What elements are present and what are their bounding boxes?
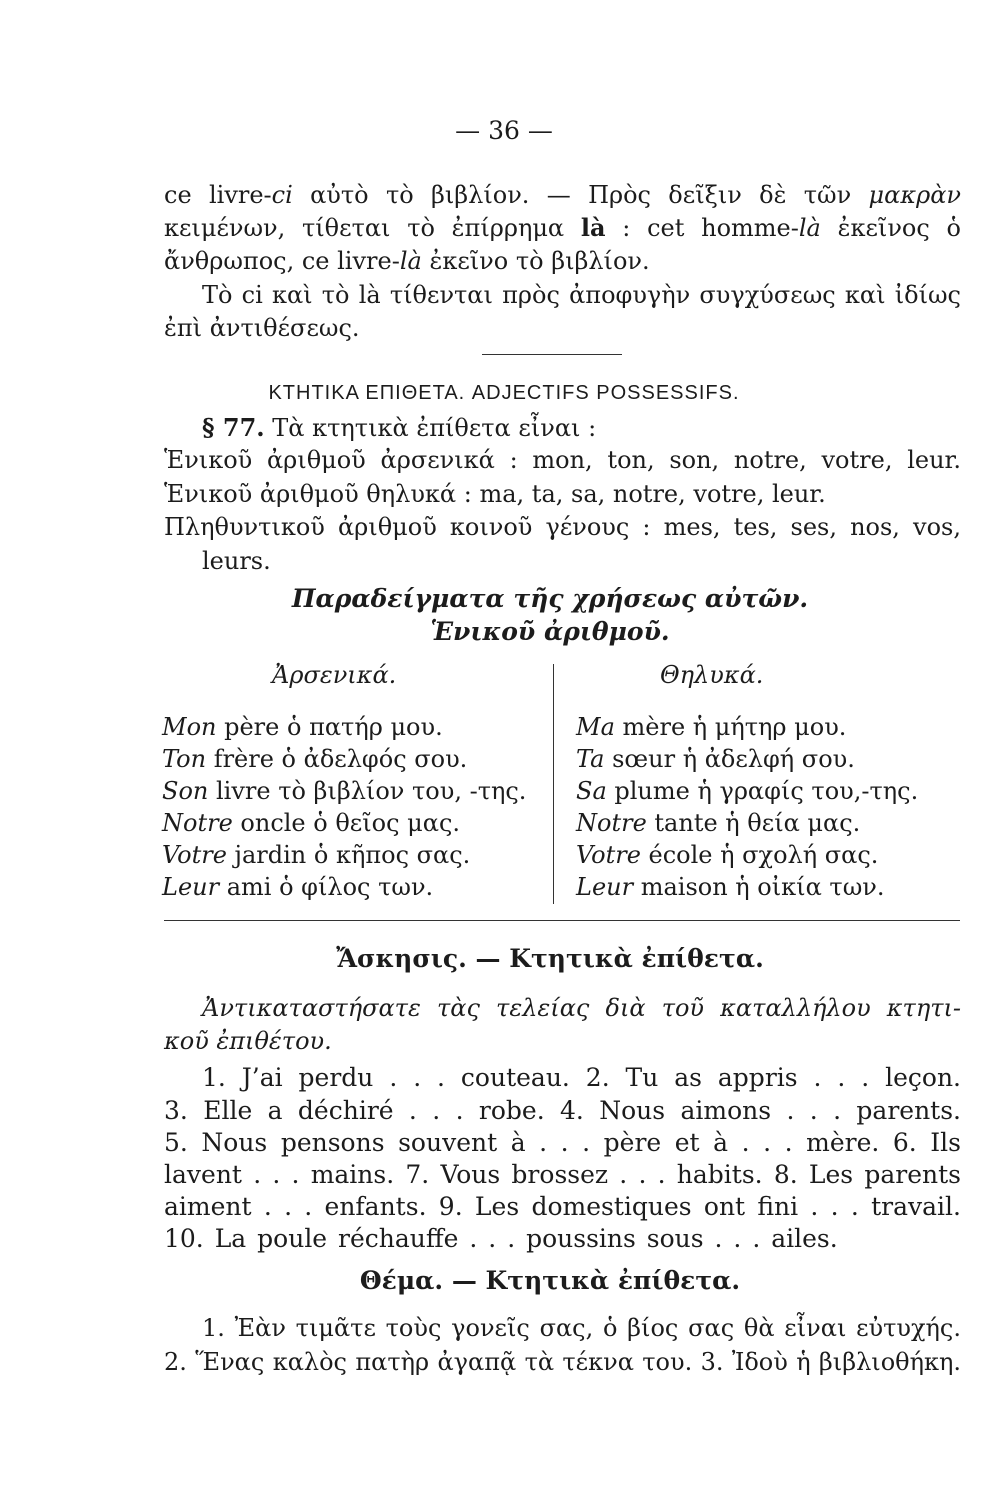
theme-title: Θέμα. — Κτητικὰ ἐπίθετα. [359,1266,741,1295]
text-run-italic: κοῦ ἐπιθέτου. [164,1027,332,1055]
divider [164,920,960,921]
exercise-line-2: 3. Elle a déchiré . . . robe. 4. Nous aimons . . . parents. [164,1096,961,1125]
exercise-line-3: 5. Nous pensons souvent à . . . père et à . . . mère. 6. Ils [164,1128,961,1157]
text-run-italic: Ton [162,745,207,773]
masc-row-2 [162,744,467,774]
text-run-italic: Votre [162,841,227,869]
examples-title: Παραδείγματα τῆς χρήσεως αὐτῶν. [291,584,809,613]
text-run: plume ἡ γραφίς του,-της. [606,777,919,805]
exercise-line-4: lavent . . . mains. 7. Vous brossez . . . habits. 8. Les parents [164,1160,961,1189]
masc-row-3 [162,776,526,806]
exercise-line-6: 10. La poule réchauffe . . . poussins sous . . . ailes. [164,1224,838,1253]
text-run-italic: ci [271,181,293,209]
text-run: : cet homme- [605,214,799,242]
para77-line-4: leurs. [202,547,271,575]
text-run: sœur ἡ ἀδελφή σου. [604,745,855,773]
exercise-title: Ἄσκησις. — Κτητικὰ ἐπίθετα. [336,944,764,973]
intro-line-2 [164,213,961,243]
text-run-italic: Θηλυκά. [660,661,764,689]
intro-line-3 [164,246,650,276]
intro-line-5: ἐπὶ ἀντιθέσεως. [164,314,360,342]
intro-line-4: Τὸ ci καὶ τὸ là τίθενται πρὸς ἀποφυγὴν συγχύσεως καὶ ἰδίως [202,281,961,309]
column-divider [553,664,554,904]
text-run-italic: Votre [576,841,641,869]
text-run: ami ὁ φίλος των. [219,873,434,901]
text-run-bold: là [580,213,606,242]
text-run: jardin ὁ κῆπος σας. [226,841,471,869]
text-run: oncle ὁ θεῖος μας. [232,809,461,837]
text-run: tante ἡ θεία μας. [646,809,861,837]
text-run: maison ἡ οἰκία των. [633,873,885,901]
text-run-italic: là [399,247,422,275]
text-run: père ὁ πατήρ μου. [216,713,443,741]
text-run-italic: μακρὰν [868,181,961,209]
fem-row-5 [576,840,878,870]
theme-line-1: 1. Ἐὰν τιμᾶτε τοὺς γονεῖς σας, ὁ βίος σας θὰ εἶναι εὐτυχής. [202,1314,961,1342]
para77-line-2: Ἑνικοῦ ἀριθμοῦ θηλυκά : ma, ta, sa, notre, votre, leur. [164,480,826,508]
text-run: ἐκεῖνος ὁ [820,214,961,242]
fem-row-2 [576,744,855,774]
text-run: école ἡ σχολή σας. [640,841,879,869]
divider [482,354,622,355]
exercise-line-5: aiment . . . enfants. 9. Les domestiques ont fini . . . travail. [164,1192,961,1221]
text-run: ἄνθρωπος, ce livre- [164,247,400,275]
masc-header [272,660,396,690]
masc-row-4 [162,808,460,838]
text-run-italic: Ἀρσενικά. [272,661,397,689]
exercise-instruction-2 [164,1026,332,1056]
para77-line-1: Ἑνικοῦ ἀριθμοῦ ἀρσενικά : mon, ton, son, notre, votre, leur. [164,446,961,474]
text-run: livre τὸ βιβλίον του, -της. [208,777,527,805]
para77-line-0 [202,413,596,443]
text-run: ce livre- [164,181,272,209]
text-run-italic: Mon [162,713,217,741]
text-run-italic: Leur [162,873,220,901]
text-run-italic: Ma [576,713,615,741]
text-run-italic: Son [162,777,209,805]
masc-row-1 [162,712,443,742]
text-run-italic: Notre [576,809,647,837]
text-run: frère ὁ ἀδελφός σου. [206,745,468,773]
text-run-italic: Leur [576,873,634,901]
page-number: — 36 — [455,116,553,145]
masc-row-6 [162,872,433,902]
text-run: Τὰ κτητικὰ ἐπίθετα εἶναι : [264,414,597,442]
text-run: αὐτὸ τὸ βιβλίον. — Πρὸς δεῖξιν δὲ τῶν [292,181,869,209]
fem-header [660,660,763,690]
masc-row-5 [162,840,470,870]
text-run: κειμένων, τίθεται τὸ ἐπίρρημα [164,214,581,242]
section-title: ΚΤΗΤΙΚΑ ΕΠΙΘΕΤΑ. ADJECTIFS POSSESSIFS. [268,382,740,404]
para77-line-3: Πληθυντικοῦ ἀριθμοῦ κοινοῦ γένους : mes, tes, ses, nos, vos, [164,513,961,541]
fem-row-4 [576,808,860,838]
text-run-italic: Ἀντικαταστήσατε τὰς τελείας διὰ τοῦ καταλλήλου κτητι- [202,994,961,1022]
exercise-instruction-1 [202,993,961,1023]
fem-row-1 [576,712,846,742]
para-number: § 77. [202,413,265,442]
text-run-italic: Ta [576,745,605,773]
text-run: mère ἡ μήτηρ μου. [614,713,847,741]
exercise-line-1: 1. J’ai perdu . . . couteau. 2. Tu as appris . . . leçon. [202,1063,961,1092]
intro-line-1 [164,180,961,210]
text-run-italic: Notre [162,809,233,837]
theme-line-2: 2. Ἕνας καλὸς πατὴρ ἀγαπᾷ τὰ τέκνα του. 3. Ἰδοὺ ἡ βιβλιοθήκη. [164,1348,961,1376]
fem-row-6 [576,872,884,902]
text-run: ἐκεῖνο τὸ βιβλίον. [421,247,650,275]
examples-subtitle: Ἑνικοῦ ἀριθμοῦ. [430,617,670,646]
fem-row-3 [576,776,918,806]
text-run-italic: Sa [576,777,607,805]
text-run-italic: là [798,214,821,242]
